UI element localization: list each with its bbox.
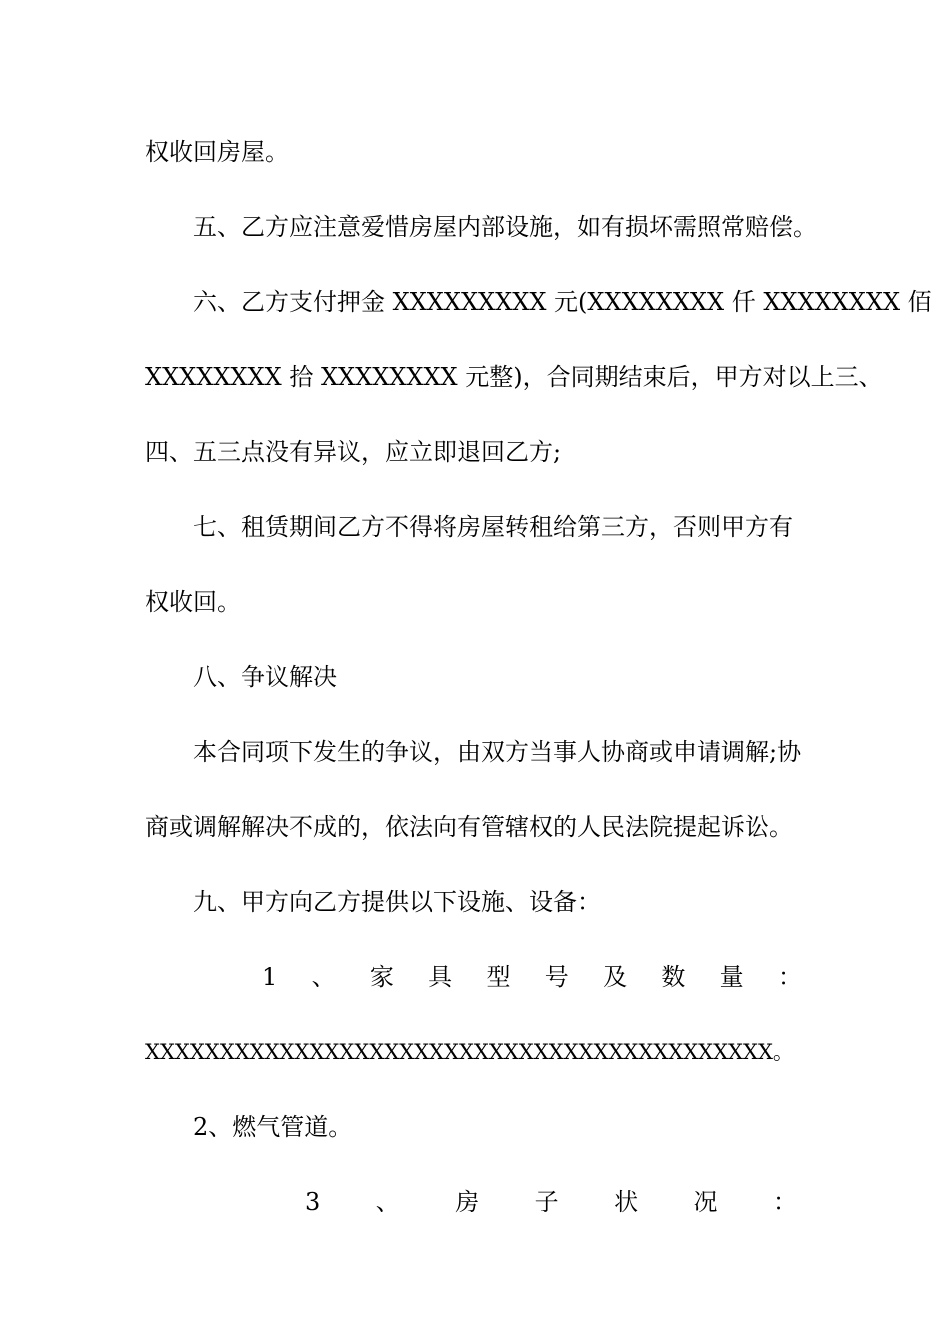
clause-six: 六、乙方支付押金 XXXXXXXXX 元(XXXXXXXX 仟 XXXXXXXX 佰 xyxy=(193,288,932,316)
item-three-char: 状 xyxy=(614,1188,639,1216)
clause-eight-heading: 八、争议解决 xyxy=(193,663,337,691)
item-three-char: 房 xyxy=(455,1188,480,1216)
text-line: XXXXXXXX 拾 XXXXXXXX 元整)，合同期结束后，甲方对以上三、 xyxy=(145,363,883,391)
item-three-char: ： xyxy=(773,1188,797,1216)
item-one-char: 量 xyxy=(719,963,744,991)
item-three-char: 、 xyxy=(375,1188,400,1216)
item-one-line xyxy=(262,962,802,992)
clause-nine-heading: 九、甲方向乙方提供以下设施、设备： xyxy=(193,888,601,916)
item-one-char: 1 xyxy=(262,963,278,991)
item-one-char: 具 xyxy=(428,963,453,991)
item-one-char: 、 xyxy=(311,963,336,991)
item-one-char: 数 xyxy=(661,963,686,991)
dispute-paragraph: 本合同项下发生的争议，由双方当事人协商或申请调解;协 xyxy=(193,738,802,766)
item-one-char: 及 xyxy=(603,963,628,991)
clause-seven: 七、租赁期间乙方不得将房屋转租给第三方，否则甲方有 xyxy=(193,513,793,541)
text-line: 权收回房屋。 xyxy=(145,138,289,166)
item-one-char: 型 xyxy=(486,963,511,991)
text-line: 权收回。 xyxy=(145,588,241,616)
text-line: 四、五三点没有异议，应立即退回乙方; xyxy=(145,438,562,466)
text-line: 商或调解解决不成的，依法向有管辖权的人民法院提起诉讼。 xyxy=(145,813,793,841)
item-three-line xyxy=(305,1187,797,1217)
clause-five: 五、乙方应注意爱惜房屋内部设施，如有损坏需照常赔偿。 xyxy=(193,213,817,241)
item-three-char: 子 xyxy=(534,1188,559,1216)
item-one-char: 家 xyxy=(369,963,394,991)
furniture-placeholder: XXXXXXXXXXXXXXXXXXXXXXXXXXXXXXXXXXXXXXXXXX。 xyxy=(145,1040,794,1064)
item-three-char: 况 xyxy=(693,1188,718,1216)
item-one-char: ： xyxy=(777,963,802,991)
item-three-char: 3 xyxy=(305,1188,321,1216)
item-two: 2、燃气管道。 xyxy=(193,1113,353,1141)
item-one-char: 号 xyxy=(544,963,569,991)
